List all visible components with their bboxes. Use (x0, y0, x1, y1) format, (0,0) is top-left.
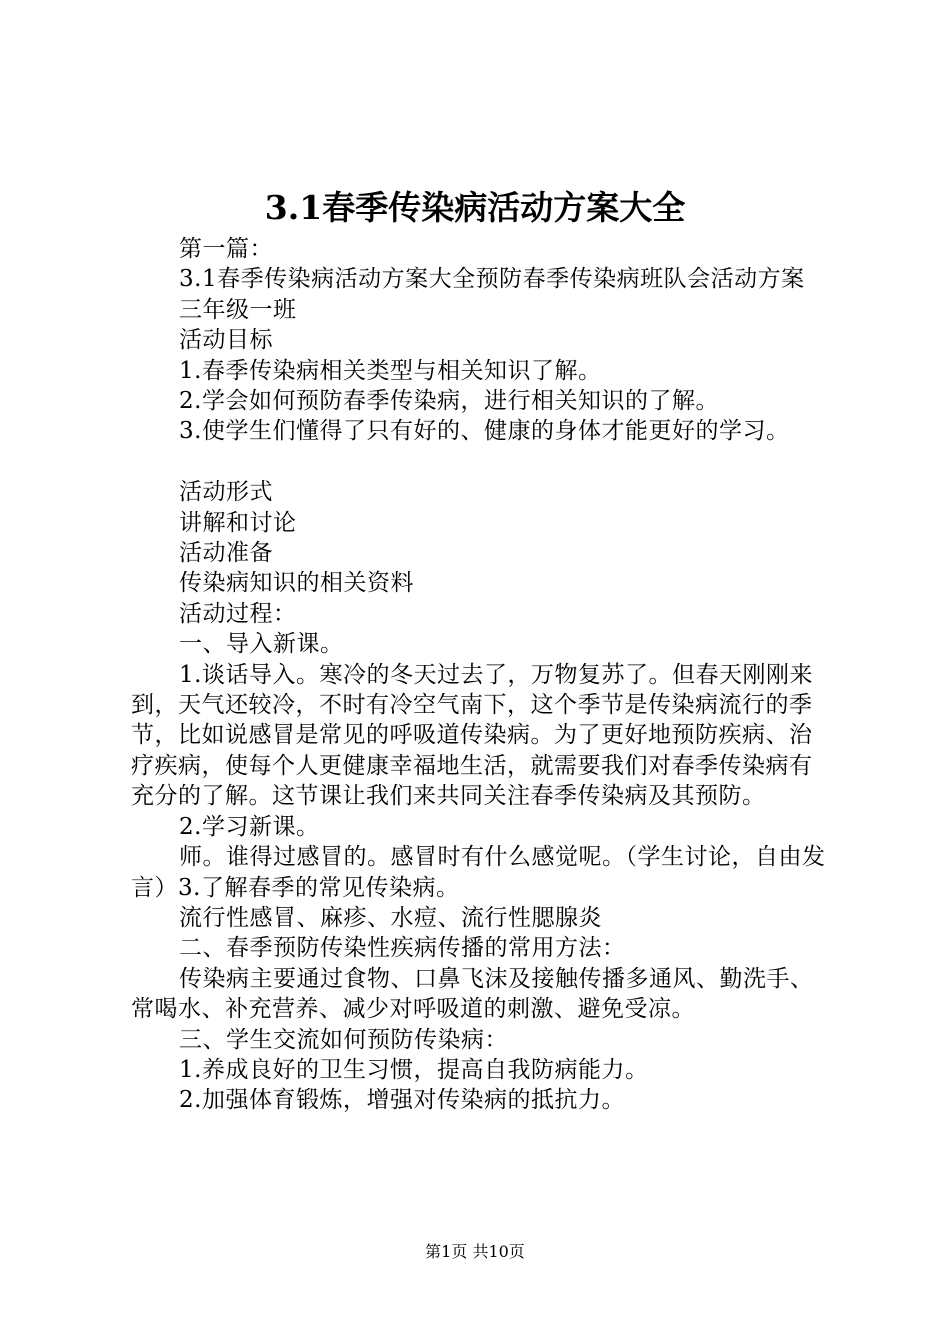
paragraph-intro: 1.谈话导入。寒冷的冬天过去了，万物复苏了。但春天刚刚来到，天气还较冷，不时有冷空气南下，这个季节是传染病流行的季节，比如说感冒是常见的呼吸道传染病。为了更好地预防疾病、治疗疾病，使每个人更健康幸福地生活，就需要我们对春季传染病有充分的了解。这节课让我们来共同关注春季传染病及其预防。 (131, 661, 813, 810)
paragraph-prep-heading: 活动准备 (179, 540, 273, 567)
paragraph-spacer (131, 447, 831, 477)
document-title: 3.1春季传染病活动方案大全 (264, 188, 686, 227)
paragraph-goal-2: 2.学会如何预防春季传染病，进行相关知识的了解。 (179, 388, 719, 415)
paragraph-class: 三年级一班 (179, 296, 297, 323)
paragraph-part-2-heading: 二、春季预防传染性疾病传播的常用方法： (179, 935, 626, 962)
paragraph-habit-1: 1.养成良好的卫生习惯，提高自我防病能力。 (179, 1056, 649, 1083)
paragraph-process-heading: 活动过程： (179, 600, 297, 627)
paragraph-diseases: 流行性感冒、麻疹、水痘、流行性腮腺炎 (179, 904, 602, 931)
document-body (131, 234, 831, 1116)
paragraph-section-heading: 第一篇： (179, 236, 273, 262)
paragraph-discussion: 师。谁得过感冒的。感冒时有什么感觉呢。（学生讨论，自由发言）3.了解春季的常见传染病。 (131, 844, 826, 901)
paragraph-part-3-heading: 三、学生交流如何预防传染病： (179, 1026, 508, 1053)
paragraph-goal-heading: 活动目标 (179, 327, 273, 354)
page-footer: 第1页 共10页 (425, 1242, 525, 1261)
paragraph-habit-2: 2.加强体育锻炼，增强对传染病的抵抗力。 (179, 1087, 625, 1114)
paragraph-goal-3: 3.使学生们懂得了只有好的、健康的身体才能更好的学习。 (179, 418, 790, 445)
paragraph-form: 讲解和讨论 (179, 509, 297, 536)
paragraph-learn-new: 2.学习新课。 (179, 813, 320, 840)
paragraph-goal-1: 1.春季传染病相关类型与相关知识了解。 (179, 357, 602, 384)
paragraph-part-1-heading: 一、导入新课。 (179, 631, 344, 658)
paragraph-subtitle: 3.1春季传染病活动方案大全预防春季传染病班队会活动方案 (179, 266, 805, 293)
paragraph-form-heading: 活动形式 (179, 479, 273, 506)
paragraph-prep: 传染病知识的相关资料 (179, 570, 414, 597)
paragraph-prevention-methods: 传染病主要通过食物、口鼻飞沫及接触传播多通风、勤洗手、常喝水、补充营养、减少对呼吸道的刺激、避免受凉。 (131, 965, 814, 1023)
